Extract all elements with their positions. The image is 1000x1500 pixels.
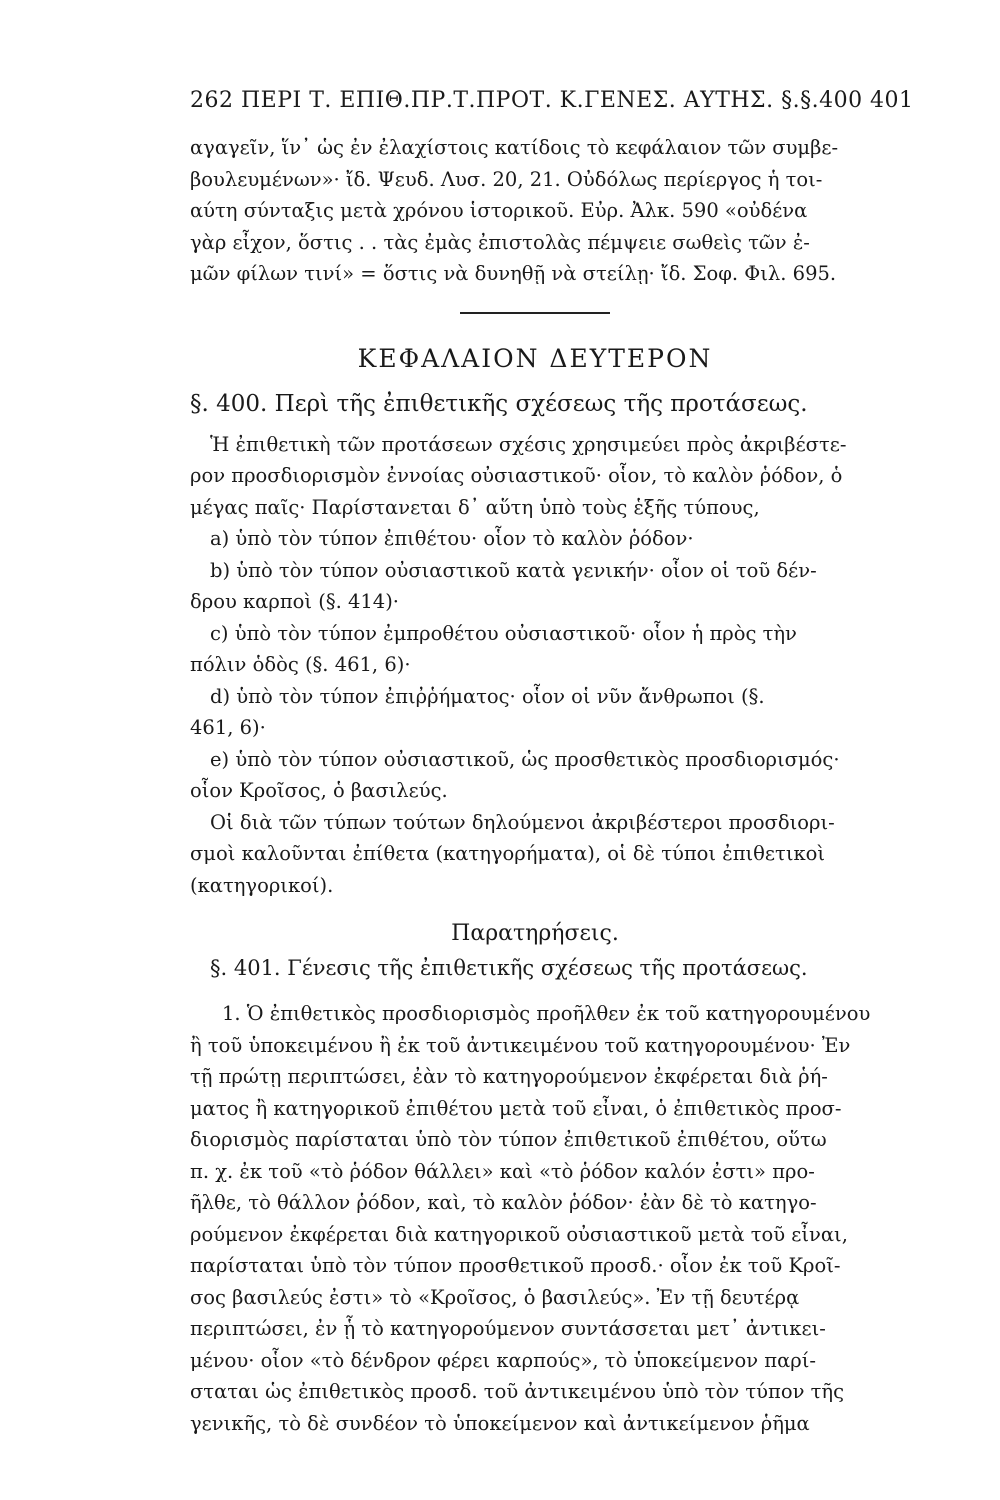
list-item: c) ὑπὸ τὸν τύπον ἐμπροθέτου οὐσιαστικοῦ· οἷον ἡ πρὸς τὴν <box>210 621 797 645</box>
text-line: περιπτώσει, ἐν ᾗ τὸ κατηγορούμενον συντάσσεται μετ᾽ ἀντικει- <box>190 1317 826 1340</box>
list-item-continuation: δρου καρποὶ (§. 414)· <box>190 590 399 613</box>
text-line: σταται ὡς ἐπιθετικὸς προσδ. τοῦ ἀντικειμένου ὑπὸ τὸν τύπον τῆς <box>190 1380 845 1403</box>
list-item-continuation: οἷον Κροῖσος, ὁ βασιλεύς. <box>190 779 448 802</box>
list-item: b) ὑπὸ τὸν τύπον οὐσιαστικοῦ κατὰ γενικήν· οἷον οἱ τοῦ δέν- <box>210 558 817 582</box>
list-item: e) ὑπὸ τὸν τύπον οὐσιαστικοῦ, ὡς προσθετικὸς προσδιορισμός· <box>210 747 840 771</box>
text-line: Οἱ διὰ τῶν τύπων τούτων δηλούμενοι ἀκριβέστεροι προσδιορι- <box>210 810 835 834</box>
text-line: τῇ πρώτῃ περιπτώσει, ἐὰν τὸ κατηγορούμενον ἐκφέρεται διὰ ῥή- <box>190 1065 828 1088</box>
intro-paragraph <box>190 132 880 290</box>
text-line: ῆλθε, τὸ θάλλον ῥόδον, καὶ, τὸ καλὸν ῥόδον· ἐὰν δὲ τὸ κατηγο- <box>190 1191 817 1214</box>
chapter-title: ΚΕΦΑΛΑΙΟΝ ΔΕΥΤΕΡΟΝ <box>357 343 713 373</box>
text-line: μῶν φίλων τινί» = ὅστις νὰ δυνηθῇ νὰ στείλῃ· ἴδ. Σοφ. Φιλ. 695. <box>190 262 837 285</box>
remarks-heading: Παρατηρήσεις. <box>451 921 619 946</box>
text-line: μέγας παῖς· Παρίστανεται δ᾽ αὕτη ὑπὸ τοὺς ἑξῆς τύπους, <box>190 495 760 519</box>
text-line: Ἡ ἐπιθετικὴ τῶν προτάσεων σχέσις χρησιμεύει πρὸς ἀκριβέστε- <box>210 432 847 456</box>
text-line: αύτη σύνταξις μετὰ χρόνου ἱστορικοῦ. Εὐρ. Ἀλκ. 590 «οὐδένα <box>190 199 808 222</box>
text-line: 1. Ὁ ἐπιθετικὸς προσδιορισμὸς προῆλθεν ἐκ τοῦ κατηγορουμένου <box>222 1002 871 1025</box>
list-item: a) ὑπὸ τὸν τύπον ἐπιθέτου· οἷον τὸ καλὸν ῥόδον· <box>210 527 694 550</box>
running-header: 262 ΠΕΡΙ Τ. ΕΠΙΘ.ΠΡ.Τ.ΠΡΟΤ. Κ.ΓΕΝΕΣ. ΑΥΤΗΣ. §.§.400 401 <box>190 88 914 113</box>
text-line: παρίσταται ὑπὸ τὸν τύπον προσθετικοῦ προσδ.· οἷον ἐκ τοῦ Κροῖ- <box>190 1254 841 1277</box>
list-item: d) ὑπὸ τὸν τύπον ἐπιῤῥήματος· οἷον οἱ νῦν ἄνθρωποι (§. <box>210 684 765 708</box>
section-400-title: §. 400. Περὶ τῆς ἐπιθετικῆς σχέσεως τῆς προτάσεως. <box>190 390 808 417</box>
text-line: ματος ἢ κατηγορικοῦ ἐπιθέτου μετὰ τοῦ εἶναι, ὁ ἐπιθετικὸς προσ- <box>190 1096 842 1120</box>
text-line: διορισμὸς παρίσταται ὑπὸ τὸν τύπον ἐπιθετικοῦ ἐπιθέτου, οὕτω <box>190 1128 827 1151</box>
text-line: μένου· οἷον «τὸ δένδρον φέρει καρπούς», τὸ ὑποκείμενον παρί- <box>190 1348 816 1372</box>
text-line: ρον προσδιορισμὸν ἐννοίας οὐσιαστικοῦ· οἷον, τὸ καλὸν ῥόδον, ὁ <box>190 464 843 487</box>
section-400-body <box>190 429 880 902</box>
text-line: π. χ. ἐκ τοῦ «τὸ ῥόδον θάλλει» καὶ «τὸ ῥόδον καλόν ἐστι» προ- <box>190 1159 815 1183</box>
text-line: σος βασιλεύς ἐστι» τὸ «Κροῖσος, ὁ βασιλεύς». Ἐν τῇ δευτέρᾳ <box>190 1285 800 1309</box>
text-line: αγαγεῖν, ἵν᾽ ὡς ἐν ἐλαχίστοις κατίδοις τὸ κεφάλαιον τῶν συμβε- <box>190 136 839 159</box>
text-line: βουλευμένων»· ἴδ. Ψευδ. Λυσ. 20, 21. Οὐδόλως περίεργος ἡ τοι- <box>190 167 823 191</box>
text-line: σμοὶ καλοῦνται ἐπίθετα (κατηγορήματα), οἱ δὲ τύποι ἐπιθετικοὶ <box>190 842 826 865</box>
section-401-title: §. 401. Γένεσις τῆς ἐπιθετικῆς σχέσεως τῆς προτάσεως. <box>210 956 808 980</box>
separator-rule <box>460 312 610 314</box>
list-item-continuation: 461, 6)· <box>190 716 266 739</box>
text-line: (κατηγορικοί). <box>190 873 334 897</box>
text-line: γὰρ εἶχον, ὅστις . . τὰς ἐμὰς ἐπιστολὰς πέμψειε σωθεὶς τῶν ἐ- <box>190 230 810 254</box>
text-line: ἢ τοῦ ὑποκειμένου ἢ ἐκ τοῦ ἀντικειμένου τοῦ κατηγορουμένου· Ἐν <box>190 1033 851 1057</box>
section-401-body <box>190 998 880 1439</box>
text-line: ρούμενον ἐκφέρεται διὰ κατηγορικοῦ οὐσιαστικοῦ μετὰ τοῦ εἶναι, <box>190 1222 848 1246</box>
page-body <box>190 88 914 1439</box>
text-line: γενικῆς, τὸ δὲ συνδέον τὸ ὑποκείμενον καὶ ἀντικείμενον ῥῆμα <box>190 1411 810 1435</box>
list-item-continuation: πόλιν ὁδὸς (§. 461, 6)· <box>190 653 411 676</box>
